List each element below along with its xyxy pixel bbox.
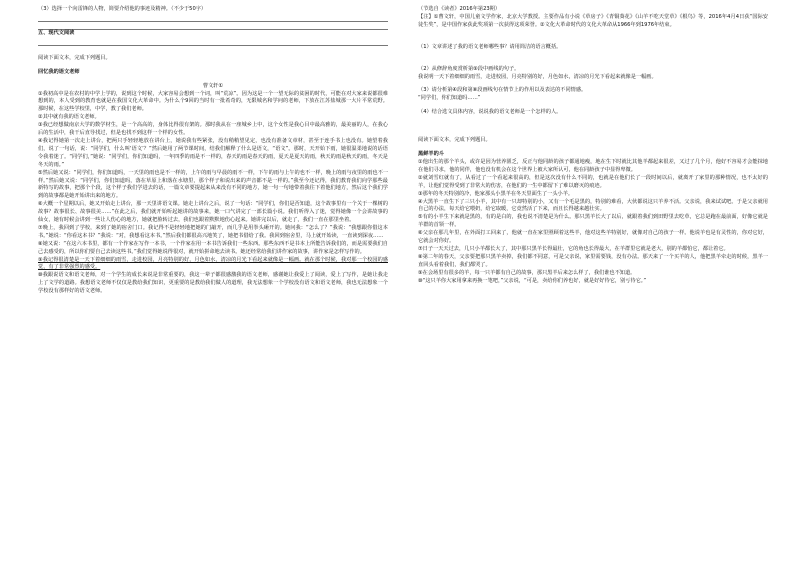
paragraph: ⑨我记得很清楚是一天下着细细的雨雪，走进校园，月亮特别的好，月色如水，清凉的月光下看起来就像是一幅画。就在那个时候，我对那一个校园的感觉，有了非常强烈的感受。 [38,256,388,271]
source-citation: （节选自《读者》2016年第23期） [418,6,501,12]
paragraph: ⑩“这只羊你大家用拿来再换一笔吧，”父亲说，“可是，卖给你们养也好，就是好好待它，别亏待它。” [418,277,647,284]
question-2-quote: 我说明一天下着细细的雨雪，走进校园，月亮特别的好，月色如水，清凉的月光下看起来就像是一幅画。 [418,73,657,80]
question-4: （4）结合选文具体内容，说说我的语文老师是一个怎样的人。 [418,109,562,116]
question-3: （3）请分析第④段和第⑧段画线句在情节上的作用以及表达的不同情感。 [418,87,587,94]
answer-line [38,22,388,30]
paragraph: ②其中就有我的语文老师。 [38,114,100,121]
paragraph: ②就刘雪红就有了，从看过了一个看起来很高的，但是这次没有什么不同的，也就是在他们长了一段时间以后，就离开了家里的那种情况，也不太好的羊，让他们觉得受到了非常大的伤害，在他们的一生中都留下了难以磨灭的痕迹。 [418,174,768,189]
question-3: （3）选择一个向雷锋的人物，简要介绍他的事迹及精神。（不少于50字） [38,6,207,12]
question-3-quote: “同学们，你们知道吗……” [418,95,481,102]
paragraph: ⑥大概一个星期以后，她又开始走上讲台，那一天里讲语文课。她走上讲台之后，说了一句话：“同学们，你们是否知道，这个故事里有一个关于一棵树的故事？故事很长、故事很美……”在此之后，我们就开始听起她讲的故事来，她一口气讲完了一部长篇小说。我们听得入了迷，觉得她像一个会讲故事的仙女，她有时候会讲到一些让人伤心的地方，她就把脸转过去，我们也跟着默默地伤心起来。她讲完以后，就走了，我们一直在那里坐着。 [38,201,388,224]
paragraph: ④大黑羊一直生下了三只小羊，其中有一只却特别的小，又有一个毛是黑的，特别的难看，大伙都说这只羊养不活。父亲说，我来试试吧。于是父亲就用自己的办法，每天给它喂奶，给它取暖，它竟然活了下来，而且长得越来越壮实。 [418,198,768,213]
article-title: 回忆我的语文老师 [38,68,80,75]
reading-intro-2: 阅读下面文本，完成下列题目。 [418,137,491,144]
reading-intro: 阅读下面文本，完成下列题目。 [38,54,111,61]
left-column [38,6,388,296]
paragraph: ⑦晚上，我回到了学校，来到了她的宿舍门口。我记得不是轻轻地把她的门敲开，而几乎是用拳头砸开的。她问我：“怎么了？”我说：“我想跟你借这本书。”她说：“你看这本书？”我说：“对，我想看这本书。”然后我们都很高兴地笑了，她把书借给了我。我回到宿舍里，马上就开始读，一直读到深夜…… [38,224,388,239]
paragraph: ①我初高中是在农村的中学上学的，说到这个时候，大家容易会想到一个词，叫“荒凉”。因为这是一个一望无际的贫困的时代，可能在对大家来说都很难想到的，本人受到的教育也就是在我国文化大革命中。为什么个9回的当时有一批希奇的，无限城名和学问的老师，下放在江苏盐城那一大片平常荒野。那时候，在这些学校里，中学，教了我们老师。 [38,90,388,113]
paragraph: ①他出生的那个羊头，或许是因为营养匮乏，反正与他同龄的孩子都通地瘦，地在生下时就比其他羊都起来很差，又过了几个月，他好不容易才会能抹地在他们寻求，他的同伴，他也没有机会在这个世界上被大家所认可，他在同龄孩子中显得卑微。 [418,158,768,173]
paragraph: ③那年的冬天特别的冷，他家那头小黑羊在冬天里面生了一头小羊。 [418,190,574,197]
answer-line [38,14,388,22]
question-2: （2）从修辞角度赏析第⑨段中画线的句子。 [418,65,520,72]
paragraph: ⑦日子一天天过去，几只小羊都长大了，其中那只黑羊长得最壮，它的角也长得最大，在羊群里它就是老大，别的羊都怕它，都让着它。 [418,245,729,252]
paragraph: ⑥父亲在那几年里，在外面打工回来了，他就一直在家里照顾着这些羊，他对这些羊特别好，就像对自己的孩子一样。他说羊也是有灵性的，你对它好，它就会对你好。 [418,230,768,245]
footnote: 【注】①曹文轩，中国儿童文学作家，北京大学教授。主要作品有小说《草房子》《青铜葵花》《山羊不吃天堂草》《根鸟》等，2016年4月4日获“国际安徒生奖”，是中国作家获此奖项第一次获得这项荣誉。②文化大革命时代的文化大革命从1966年到1976年结束。 [418,13,768,28]
paragraph: ⑧第二年的春天，父亲要把那只黑羊卖掉，我们都不同意，可是父亲说，家里需要钱，没有办法。那天来了一个买羊的人，他把黑羊牵走的时候，黑羊一直回头看着我们，我们都哭了。 [418,253,768,268]
question-1: （1）文章讲述了我的语文老师哪些事？请用简洁的语言概括。 [418,43,562,50]
paragraph: ⑧她又说：“在这六本书里，都有一个作家在写作一本书，一个作家在用一本书告诉我们一些东西。那些东西不是书本上所能告诉我们的，而是需要我们自己去感受的，所以你们要自己去读这些书。”我们觉得她说得很对，就开始拼命地去读书。她还经常给我们讲作家的故事，讲作家是怎样写作的。 [38,240,388,255]
paragraph: ⑤然后她又说：“同学们，你们知道吗，一天里的雨也是不一样的，上午的雨与早晨的雨不一样，下午的雨与上午的也不一样，晚上的雨与夜里的雨也不一样。”然后她又说：“同学们，你们知道吗，落在草原上和落在水塘里，那个样子和说出来的声音都不是一样的。”我至今还记得，我们教育我们向学那些最新特写的故事，把那个个段，这个样子我们学进去的话，一篇文章要提起来从来没有不同的地方，她一句一句地带着我往下着他们地方，然后这个我们学到的故事都是她开始讲出来的地方。 [38,169,388,200]
paragraph: ⑤有的小羊生下来就是黑的，有的是白的，我也说不清楚是为什么。那只黑羊长大了以后，就跟着我们到田野里去吃草，它总是跑在最前面，好像它就是羊群的首领一样。 [418,214,768,229]
right-column [418,6,768,285]
paragraph: ⑩我跟说语文和语文老师，对一个学生的成长来说是非常重要的，我这一辈子都很感激我的语文老师，感谢她让我爱上了阅读，爱上了写作，是她让我走上了文学的道路。我想语文老师不仅仅是教给我们知识，更重要的是教给我们做人的道理，我无法想象一个学校没有语文和语文老师，我也无法想象一个学校没有那样好的语文老师。 [38,272,388,295]
paragraph: ⑨在会场里有很多的羊，每一只羊都有自己的故事，那只黑羊后来怎么样了，我们谁也不知道。 [418,269,636,276]
paragraph: ④我记得她第一次走上讲台，把两只手轻轻地放在讲台上，她说我有些紧张，没有稍稍望见定，也没有准备文章材，甚至于连手书上也没有。她望着我们，说了一句话，说：“同学们，什么叫‘语文’？”然后她用了两节课时间，结我们解释了什么是语文，“语文”。那时，天开始下雨，她很温柔地说的话语令我着迷了。“同学们，”她说：“同学们，你们知道吗，一年四季的雨是不一样的，春天的雨是春天的雨，夏天是夏天的雨，秋天的雨是秋天的雨，冬天是冬天的雨。” [38,137,388,168]
article-title-2: 黑鲜羊的斗 [418,151,444,158]
divider [38,45,388,46]
paragraph: ③我已经想做南京大学的数学材生，是一个高高的，身体比得很有架的。那时我从在一座城乡上中，这个女性是我心目中最高雅的，最美丽的人，在我心后的生活中，我干后直导找过，但是也找不到这样一个样的女性。 [38,122,388,137]
article-author: 曹文轩① [202,82,224,89]
section-heading: 五、现代文阅读 [38,29,75,36]
